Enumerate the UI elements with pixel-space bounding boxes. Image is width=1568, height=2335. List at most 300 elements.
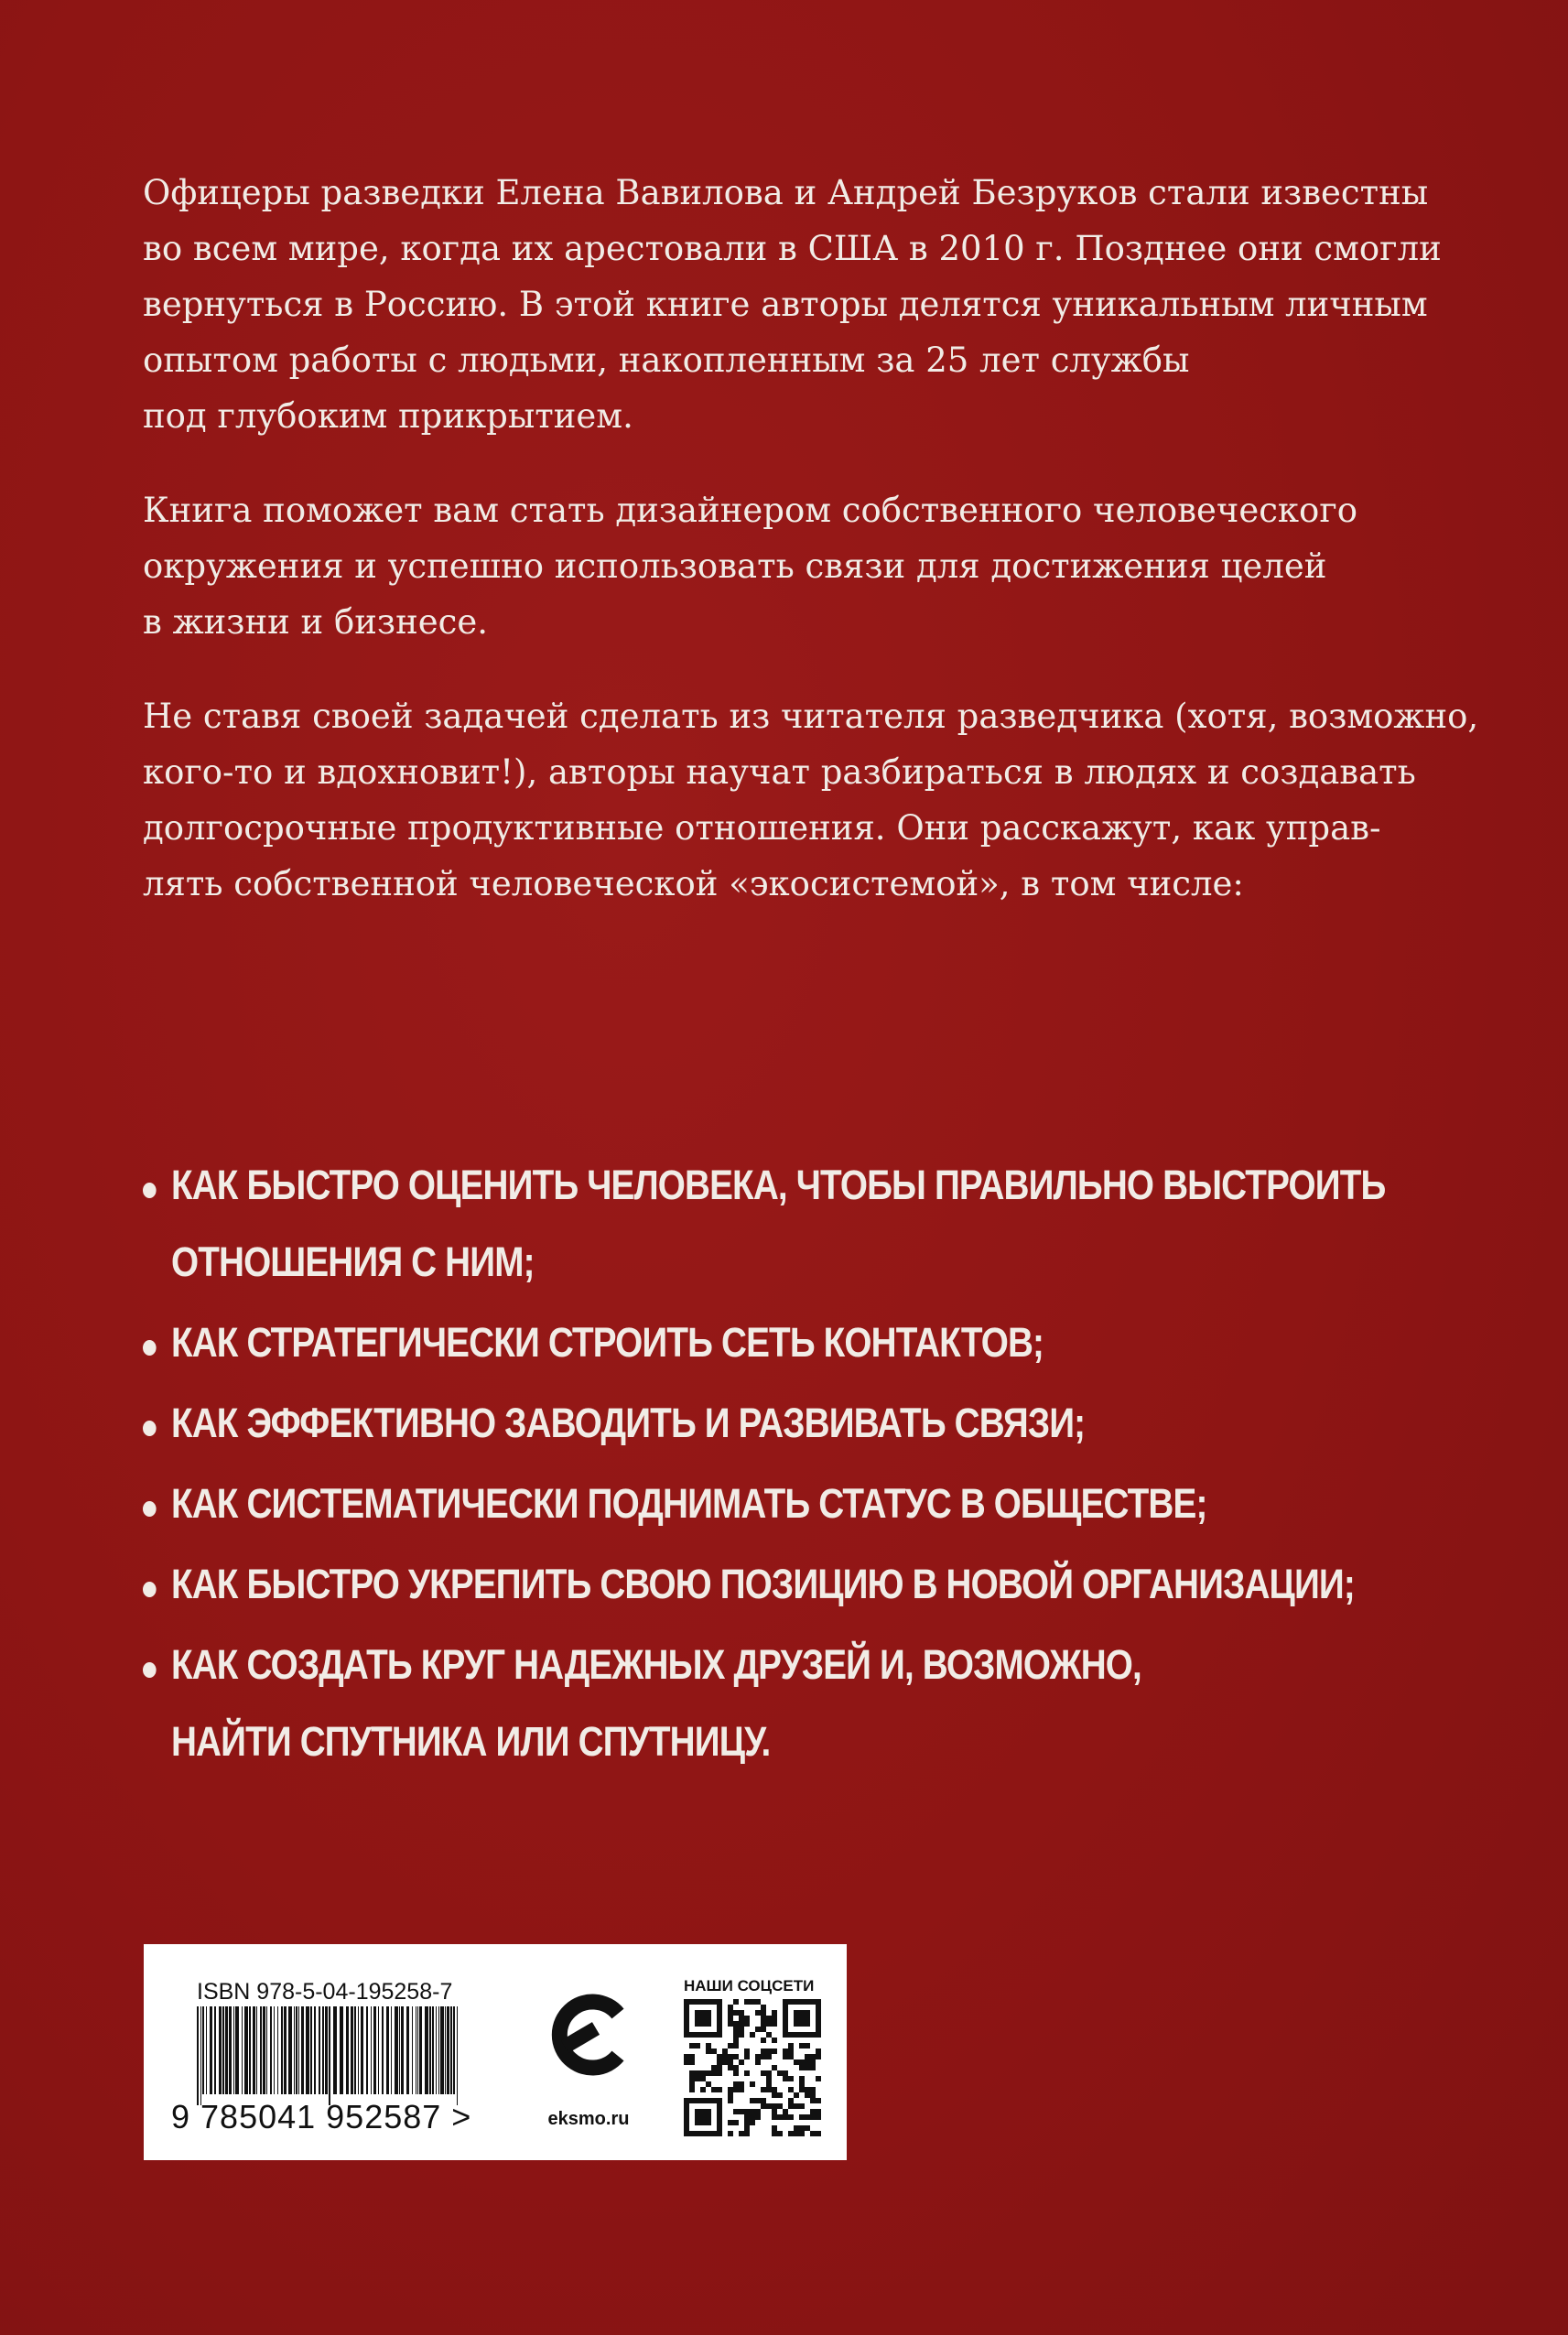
qr-module [728,2054,733,2059]
qr-module [695,2043,700,2049]
qr-module [783,2076,788,2081]
qr-module [744,2109,750,2114]
qr-module [711,2070,717,2076]
qr-module [816,2076,821,2081]
barcode-bar [412,2006,413,2094]
text-line: кого-то и вдохновит!), авторы научат разбираться в людях и создавать [143,752,1416,792]
qr-module [695,2076,700,2081]
qr-module [777,2103,783,2109]
barcode-bar [440,2006,444,2094]
qr-module [788,2043,794,2049]
qr-module [733,2038,739,2043]
qr-module [805,2043,810,2049]
qr-module [689,2087,695,2092]
qr-module [761,2038,766,2043]
barcode-bar [425,2006,428,2094]
list-item-text: ОТНОШЕНИЯ С НИМ; [170,1238,535,1285]
barcode-bar [202,2006,204,2094]
barcode-bar [260,2006,262,2094]
qr-module [739,2010,744,2016]
list-item-text: КАК СТРАТЕГИЧЕСКИ СТРОИТЬ СЕТЬ КОНТАКТОВ; [170,1319,1044,1366]
barcode-bar [306,2006,309,2094]
bullet-icon [143,1582,157,1597]
barcode-panel [144,1944,847,2160]
qr-module [733,2081,739,2087]
barcode-bar [333,2006,337,2094]
qr-module [733,1999,739,2005]
qr-module [706,2043,711,2049]
barcode-bar [242,2006,243,2094]
qr-module [739,2059,744,2065]
qr-module [728,2098,733,2103]
qr-module [810,2098,816,2103]
qr-module [695,2070,700,2076]
bullet-icon [143,1340,157,1356]
qr-module [761,2005,766,2010]
text-line: под глубоким прикрытием. [143,396,633,436]
barcode-bar [429,2006,431,2094]
barcode-bar [284,2006,287,2094]
qr-module [810,2131,816,2136]
qr-module [733,2021,739,2027]
qr-module [744,2016,750,2021]
isbn-text: ISBN 978-5-04-195258-7 [197,1979,453,2005]
qr-module [761,2054,766,2059]
qr-module [733,2032,739,2038]
qr-module [766,2103,772,2109]
barcode-bar [235,2006,239,2094]
qr-module [750,2109,755,2114]
qr-module [755,2109,761,2114]
bullet-icon [143,1662,157,1678]
barcode-bar [406,2006,409,2094]
qr-module [794,2131,799,2136]
qr-module [728,2120,733,2125]
qr-module [739,2081,744,2087]
barcode-bar [253,2006,255,2094]
qr-module [739,2131,744,2136]
qr-module [772,2114,777,2120]
barcode-bar [266,2006,267,2094]
text-line: во всем мире, когда их арестовали в США в 2010 г. Позднее они смогли [143,229,1442,268]
bullet-icon [143,1501,157,1517]
feature-list [143,1162,1386,1800]
barcode-bar [401,2006,404,2094]
list-item [143,1400,1245,1446]
barcode-bar [366,2006,368,2094]
paragraph [143,482,1443,650]
qr-module [733,2065,739,2070]
barcode-bar [249,2006,251,2094]
qr-module [755,2059,761,2065]
qr-module [777,2092,783,2098]
description-text [143,165,1479,950]
qr-module [706,2049,711,2054]
qr-module [799,2043,805,2049]
barcode-bar [270,2006,272,2094]
qr-module [794,2059,799,2065]
qr-module [733,2109,739,2114]
barcode-bar [298,2006,299,2094]
barcode-bar [346,2006,349,2094]
qr-module [761,2070,766,2076]
qr-module [755,2054,761,2059]
text-line: в жизни и бизнесе. [143,602,489,642]
qr-module [799,2076,805,2081]
qr-module [761,2049,766,2054]
qr-module [772,2125,777,2131]
qr-module [805,2114,810,2120]
qr-module [711,2087,717,2092]
qr-module [717,2054,722,2059]
qr-module [799,2103,805,2109]
barcode-bar [244,2006,248,2094]
paragraph [143,688,1479,912]
barcode-bar [225,2006,228,2094]
barcode-bar [386,2006,389,2094]
qr-module [788,2054,794,2059]
barcode-bar [329,2006,330,2105]
barcode-bar [263,2006,265,2094]
barcode-number: 9 785041 952587 > [171,2098,472,2135]
qr-module [766,2016,772,2021]
qr-module [772,2038,777,2043]
qr-module [805,2087,810,2092]
qr-module [728,2016,733,2021]
qr-module [689,2043,695,2049]
publisher-site: eksmo.ru [547,2109,630,2129]
list-item-text: КАК ЭФФЕКТИВНО ЗАВОДИТЬ И РАЗВИВАТЬ СВЯЗИ; [170,1400,1086,1446]
barcode-bar [371,2006,372,2094]
qr-module [711,2065,717,2070]
qr-module [810,2065,816,2070]
qr-module [755,2027,761,2032]
list-item [143,1162,1386,1285]
qr-module [772,2065,777,2070]
qr-module [733,2010,739,2016]
qr-module [761,2098,766,2103]
qr-module [810,2087,816,2092]
barcode-bar [288,2006,292,2094]
qr-module [772,2021,777,2027]
qr-module [744,1999,750,2005]
qr-module [689,2076,695,2081]
qr-module [816,2114,821,2120]
qr-module [755,2098,761,2103]
list-item [143,1561,1355,1607]
list-item [143,1320,1245,1366]
qr-module [766,2021,772,2027]
barcode-bar [277,2006,278,2094]
qr-module [700,2087,706,2092]
qr-module [761,2010,766,2016]
qr-module [766,2081,772,2087]
text-line: опытом работы с людьми, накопленным за 25 лет службы [143,341,1190,380]
qr-module [744,2125,750,2131]
qr-module [788,2098,794,2103]
qr-module [728,2065,733,2070]
qr-module [783,2109,788,2114]
list-item-text: КАК СИСТЕМАТИЧЕСКИ ПОДНИМАТЬ СТАТУС В ОБЩЕСТВЕ; [170,1480,1207,1527]
qr-module [728,2131,733,2136]
qr-module [766,2032,772,2038]
barcode-bar [314,2006,316,2094]
qr-module [799,2059,805,2065]
qr-finder [794,2010,810,2027]
barcode-bar [233,2006,234,2094]
barcode-bar [361,2006,363,2094]
list-item [143,1642,1245,1765]
qr-module [772,2087,777,2092]
barcode-bar [432,2006,434,2094]
qr-module [766,2087,772,2092]
qr-module [706,2070,711,2076]
bullet-icon [143,1183,157,1198]
qr-module [689,2081,695,2087]
barcode-icon [197,2006,462,2105]
text-line: Не ставя своей задачей сделать из читателя разведчика (хотя, возможно, [143,697,1479,736]
qr-module [810,2114,816,2120]
barcode-bar [354,2006,356,2094]
qr-module [788,2087,794,2092]
barcode-bar [274,2006,275,2094]
text-line: долгосрочные продуктивные отношения. Они расскажут, как управ- [143,808,1381,848]
barcode-bar [296,2006,297,2094]
qr-module [777,2114,783,2120]
barcode-bar [301,2006,304,2094]
qr-module [722,2059,728,2065]
qr-module [816,2109,821,2114]
qr-module [689,2070,695,2076]
qr-module [788,2049,794,2054]
qr-module [766,2049,772,2054]
barcode-bar [351,2006,353,2094]
qr-module [689,2059,695,2065]
qr-module [722,2054,728,2059]
barcode-bar [325,2006,328,2094]
qr-module [761,2016,766,2021]
qr-module [761,2021,766,2027]
qr-module [733,2070,739,2076]
barcode-bar [419,2006,422,2094]
qr-module [761,2027,766,2032]
barcode-bar [457,2006,458,2105]
barcode-bar [256,2006,257,2094]
qr-module [788,2076,794,2081]
qr-module [772,2109,777,2114]
barcode-bar [450,2006,452,2094]
qr-module [744,2054,750,2059]
qr-module [810,2059,816,2065]
list-item-text: КАК БЫСТРО ОЦЕНИТЬ ЧЕЛОВЕКА, ЧТОБЫ ПРАВИЛЬНО ВЫСТРОИТЬ [170,1162,1386,1208]
barcode-bar [294,2006,295,2094]
qr-module [717,2087,722,2092]
barcode-bar [445,2006,446,2094]
qr-module [733,2087,739,2092]
qr-finder [695,2010,711,2027]
paragraph [143,165,1443,444]
barcode-bar [399,2006,400,2094]
barcode-bar [222,2006,224,2094]
qr-module [717,2065,722,2070]
qr-module [799,2087,805,2092]
qr-module [799,2131,805,2136]
qr-module [750,2098,755,2103]
list-item [143,1481,1245,1527]
text-line: вернуться в Россию. В этой книге авторы делятся уникальным личным [143,285,1428,324]
qr-module [739,2016,744,2021]
qr-module [689,2054,695,2059]
barcode-bar [310,2006,312,2094]
qr-module [739,2027,744,2032]
qr-module [805,2125,810,2131]
barcode-bar [378,2006,379,2094]
barcode-bar [340,2006,343,2094]
qr-module [744,2114,750,2120]
qr-module [766,2076,772,2081]
list-item-text: НАЙТИ СПУТНИКА ИЛИ СПУТНИЦУ. [170,1718,771,1765]
barcode-bar [319,2006,320,2094]
qr-module [783,2070,788,2076]
qr-module [717,2070,722,2076]
qr-module [772,2092,777,2098]
qr-module [744,2120,750,2125]
qr-module [750,1999,755,2005]
qr-module [733,2043,739,2049]
barcode-bar [391,2006,392,2094]
qr-module [788,2131,794,2136]
qr-module [750,2114,755,2120]
qr-module [794,2125,799,2131]
qr-module [739,2109,744,2114]
qr-module [816,2054,821,2059]
qr-module [728,2005,733,2010]
barcode-bar [229,2006,232,2094]
qr-module [711,2049,717,2054]
qr-code-icon [684,1999,821,2136]
qr-module [805,2092,810,2098]
qr-module [750,2032,755,2038]
qr-module [772,2016,777,2021]
qr-module [733,2120,739,2125]
barcode-bar [206,2006,207,2094]
qr-module [728,2059,733,2065]
barcode-bar [358,2006,359,2094]
eksmo-logo-icon [543,1975,634,2103]
qr-module [816,2049,821,2054]
qr-module [783,2054,788,2059]
qr-module [728,2010,733,2016]
qr-module [788,2114,794,2120]
qr-module [777,2070,783,2076]
qr-module [766,2070,772,2076]
qr-module [816,2131,821,2136]
qr-module [744,2049,750,2054]
qr-module [728,2021,733,2027]
qr-module [761,2087,766,2092]
qr-module [799,2065,805,2070]
text-line: Книга поможет вам стать дизайнером собственного человеческого [143,491,1357,530]
qr-module [805,2065,810,2070]
qr-module [706,2081,711,2087]
qr-module [788,2103,794,2109]
bullet-icon [143,1421,157,1436]
qr-module [794,2103,799,2109]
qr-module [744,2021,750,2027]
qr-module [783,2114,788,2120]
text-line: окружения и успешно использовать связи для достижения целей [143,546,1327,586]
qr-module [744,2070,750,2076]
qr-module [700,2076,706,2081]
qr-module [717,2059,722,2065]
list-item-text: КАК СОЗДАТЬ КРУГ НАДЕЖНЫХ ДРУЗЕЙ И, ВОЗМОЖНО, [170,1641,1141,1688]
barcode-bar [417,2006,418,2094]
barcode-bar [210,2006,212,2094]
qr-module [684,2054,689,2059]
qr-module [772,2131,777,2136]
qr-module [810,2092,816,2098]
qr-module [799,2114,805,2120]
qr-module [772,2103,777,2109]
barcode-bar [281,2006,283,2094]
qr-module [750,2120,755,2125]
qr-module [684,2059,689,2065]
qr-module [733,2054,739,2059]
qr-module [750,2081,755,2087]
barcode-bar [214,2006,216,2094]
qr-module [722,2049,728,2054]
qr-module [739,2021,744,2027]
qr-module [772,2010,777,2016]
qr-module [805,2059,810,2065]
social-label: НАШИ СОЦСЕТИ [684,1977,815,1994]
qr-module [733,2027,739,2032]
qr-module [777,2131,783,2136]
qr-module [728,2043,733,2049]
qr-module [810,2109,816,2114]
qr-module [799,2125,805,2131]
barcode-bar [436,2006,437,2094]
qr-module [805,2054,810,2059]
barcode-bar [395,2006,398,2094]
barcode-bar [373,2006,376,2094]
qr-module [739,2032,744,2038]
barcode-bar [453,2006,455,2094]
text-line: Офицеры разведки Елена Вавилова и Андрей Безруков стали известны [143,173,1429,212]
qr-module [739,2087,744,2092]
qr-module [794,2092,799,2098]
qr-module [799,2081,805,2087]
qr-module [700,2070,706,2076]
qr-module [755,1999,761,2005]
barcode-bar [197,2006,199,2105]
qr-module [755,2010,761,2016]
barcode-bar [200,2006,201,2105]
qr-finder [695,2109,711,2125]
qr-module [744,2131,750,2136]
qr-module [810,2054,816,2059]
barcode-bar [447,2006,449,2094]
list-item-text: КАК БЫСТРО УКРЕПИТЬ СВОЮ ПОЗИЦИЮ В НОВОЙ ОРГАНИЗАЦИИ; [170,1561,1355,1607]
qr-module [783,2049,788,2054]
qr-module [728,2092,733,2098]
barcode-bar [438,2006,439,2094]
qr-module [761,2103,766,2109]
qr-module [816,2098,821,2103]
qr-module [755,2114,761,2120]
qr-module [772,2049,777,2054]
barcode-bar [322,2006,324,2094]
